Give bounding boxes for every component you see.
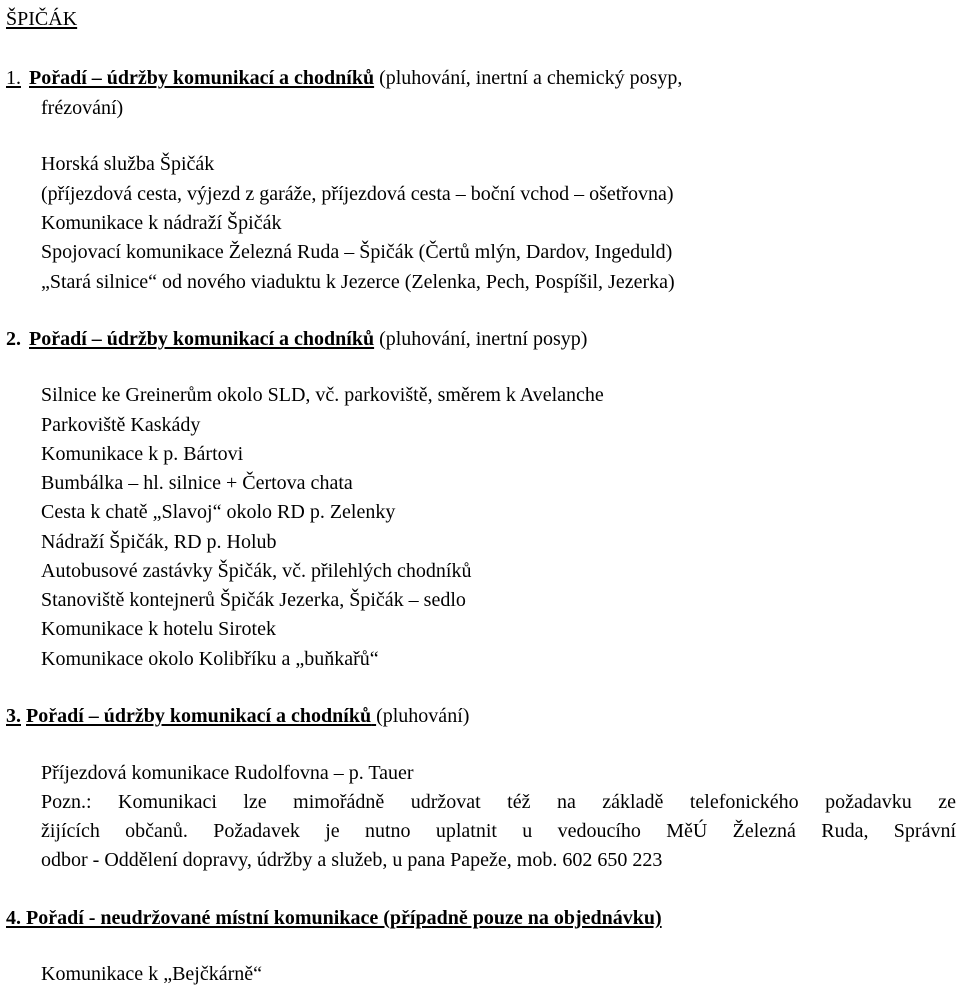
section-2-item: Silnice ke Greinerům okolo SLD, vč. parkoviště, směrem k Avelanche xyxy=(41,384,604,406)
section-2-item: Bumbálka – hl. silnice + Čertova chata xyxy=(41,472,353,494)
section-2-item: Stanoviště kontejnerů Špičák Jezerka, Špičák – sedlo xyxy=(41,589,466,611)
section-2-number: 2. xyxy=(6,328,21,350)
section-1-item: Horská služba Špičák xyxy=(41,153,215,175)
section-2-heading xyxy=(6,327,587,351)
section-1-item: Spojovací komunikace Železná Ruda – Špičák (Čertů mlýn, Dardov, Ingeduld) xyxy=(41,241,673,263)
section-1-number: 1. xyxy=(6,67,21,89)
section-4-heading xyxy=(6,906,662,930)
section-2-item: Komunikace k hotelu Sirotek xyxy=(41,618,276,640)
section-2-item: Cesta k chatě „Slavoj“ okolo RD p. Zelenky xyxy=(41,501,396,523)
section-3-heading xyxy=(6,704,469,728)
section-2-item: Komunikace k p. Bártovi xyxy=(41,443,244,465)
section-3-title: Pořadí – údržby komunikací a chodníků xyxy=(26,705,372,727)
section-4-number: 4. xyxy=(6,907,21,929)
section-1-note: (pluhování, inertní a chemický posyp, xyxy=(379,67,683,89)
note-line: odbor - Oddělení dopravy, údržby a služeb, u pana Papeže, mob. 602 650 223 xyxy=(41,849,663,871)
section-2-item: Parkoviště Kaskády xyxy=(41,414,201,436)
section-3-number: 3. xyxy=(6,705,21,727)
section-4-title: Pořadí - neudržované místní komunikace (případně pouze na objednávku) xyxy=(26,907,662,929)
section-3-note: (pluhování) xyxy=(376,705,470,727)
section-1-title: Pořadí – údržby komunikací a chodníků xyxy=(29,67,375,89)
note-line: Pozn.: Komunikaci lze mimořádně udržovat též na základě telefonického požadavku ze xyxy=(41,791,956,813)
note-line: žijících občanů. Požadavek je nutno uplatnit u vedoucího MěÚ Železná Ruda, Správní xyxy=(41,820,956,842)
section-1-heading xyxy=(6,66,682,90)
section-2-item: Nádraží Špičák, RD p. Holub xyxy=(41,531,277,553)
section-2-item: Komunikace okolo Kolibříku a „buňkařů“ xyxy=(41,648,379,670)
section-3-item: Příjezdová komunikace Rudolfovna – p. Tauer xyxy=(41,762,414,784)
section-1-item: (příjezdová cesta, výjezd z garáže, příjezdová cesta – boční vchod – ošetřovna) xyxy=(41,183,674,205)
section-4-item: Komunikace k „Bejčkárně“ xyxy=(41,963,263,985)
section-2-title: Pořadí – údržby komunikací a chodníků xyxy=(29,328,375,350)
section-1-note-continued: frézování) xyxy=(41,97,124,119)
section-2-item: Autobusové zastávky Špičák, vč. přilehlých chodníků xyxy=(41,560,472,582)
page-title: ŠPIČÁK xyxy=(6,8,78,30)
section-1-item: „Stará silnice“ od nového viaduktu k Jezerce (Zelenka, Pech, Pospíšil, Jezerka) xyxy=(41,271,675,293)
section-1-item: Komunikace k nádraží Špičák xyxy=(41,212,282,234)
section-2-note: (pluhování, inertní posyp) xyxy=(379,328,588,350)
